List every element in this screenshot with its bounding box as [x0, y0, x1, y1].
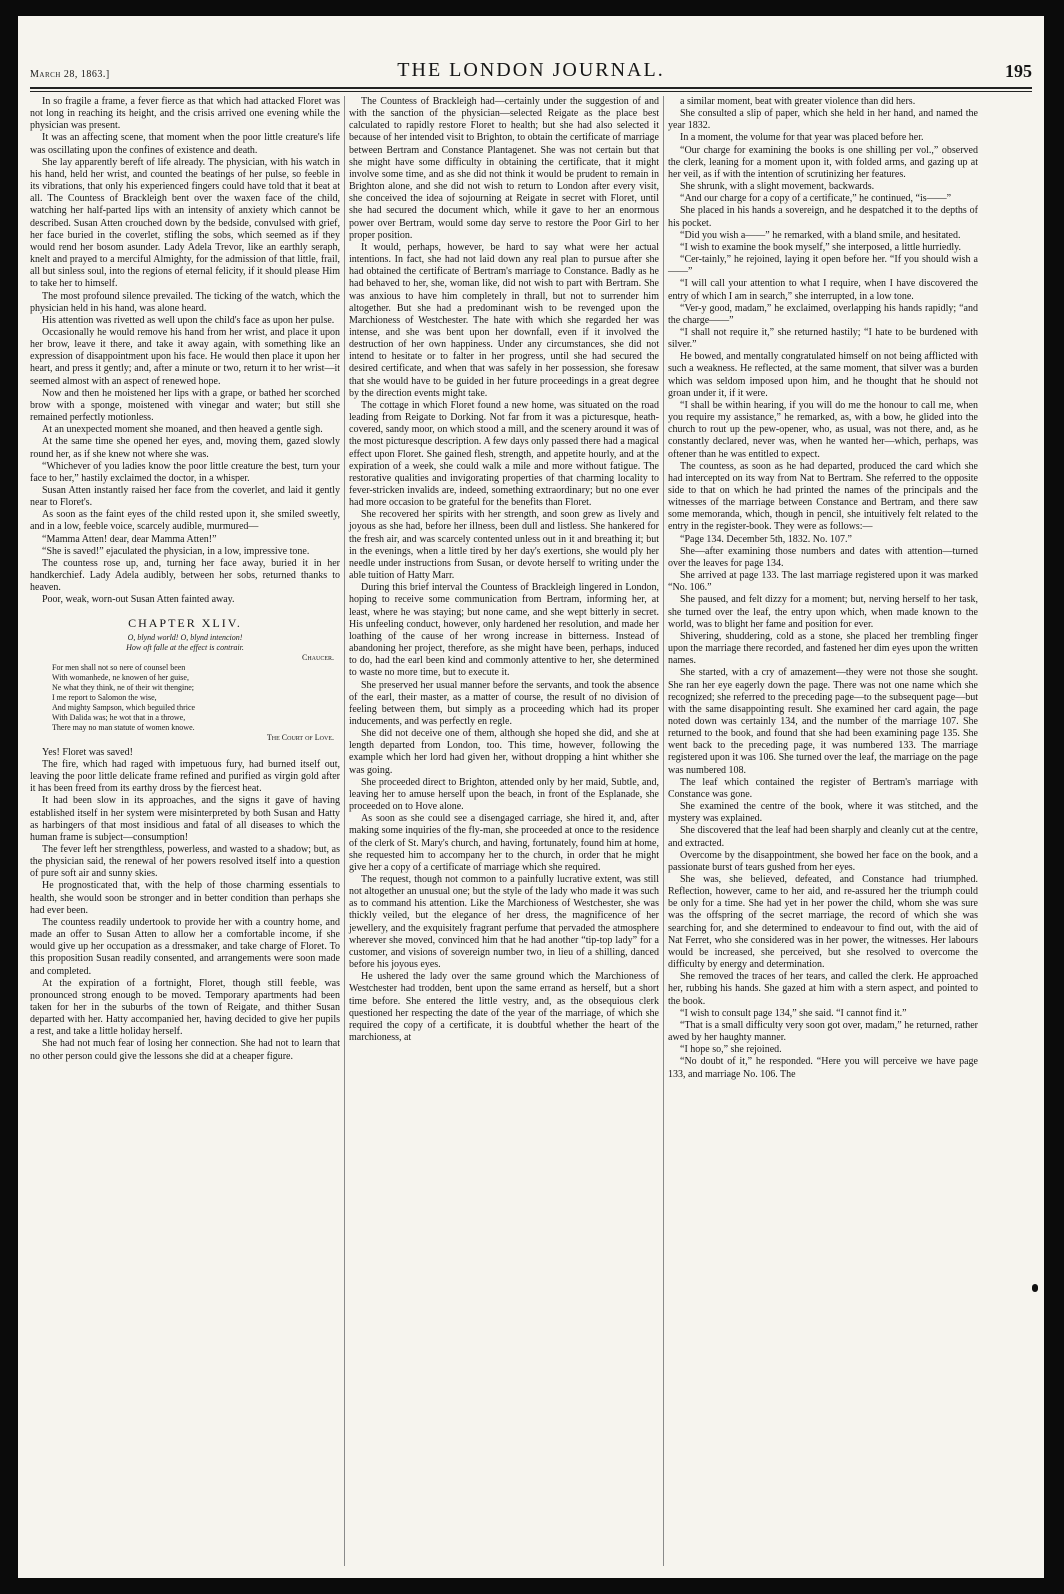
- article-paragraph: “Whichever of you ladies know the poor little creature the best, turn your face to her,” hastily exclaimed the doctor, in a whisper.: [30, 460, 340, 484]
- article-paragraph: Yes! Floret was saved!: [42, 746, 133, 758]
- article-paragraph: During this brief interval the Countess of Brackleigh lingered in London, hoping to receive some communication from Bertram, informing her, at least, where he was staying; but none came, and she wept bitterly in secret. His unfeeling conduct, however, only hardened her resolution, and made her loathing of the cause of her wrong increase in bitterness. Instead of abandoning her project, therefore, as she might have been, perhaps, induced to do, had the earl been kind and commonly attentive to her, she determined to waste no more time, but to execute it.: [349, 582, 659, 679]
- column-3: [668, 96, 978, 1081]
- epigraph-line: There may no man statute of women knowe.: [52, 722, 195, 732]
- article-paragraph: The most profound silence prevailed. The ticking of the watch, which the physician held in his hand, was alone heard.: [30, 290, 340, 314]
- article-paragraph: “Did you wish a——” he remarked, with a bland smile, and hesitated.: [680, 229, 961, 241]
- column-divider: [663, 96, 664, 1566]
- newspaper-page: [18, 16, 1044, 1578]
- article-paragraph: The request, though not common to a painfully lucrative extent, was still not altogether an unusual one; but the style of the lady who made it was such as to command his attention. Like the Marchioness of Westchester, she was thickly veiled, but the elegance of her dress, the magnificence of her jewellery, and the exquisitely fragrant perfume that pervaded the atmosphere wherever she moved, convinced him that he had another “tip-top lady” for a customer, and visions of sovereign number two, in lieu of a shilling, danced before his joyous eyes.: [349, 874, 659, 971]
- article-paragraph: He bowed, and mentally congratulated himself on not being afflicted with such a weakness. He reflected, at the same moment, that silver was a burden which was seldom imposed upon him, and he thought that he should not groan under it, if it were.: [668, 351, 978, 399]
- article-paragraph: In a moment, the volume for that year was placed before her.: [680, 132, 924, 144]
- article-paragraph: His attention was rivetted as well upon the child's face as upon her pulse.: [42, 314, 335, 326]
- column-2-paragraphs: [349, 96, 659, 1044]
- column-2: [349, 96, 659, 1044]
- article-paragraph: a similar moment, beat with greater violence than did hers.: [680, 96, 916, 107]
- column-divider: [344, 96, 345, 1566]
- article-paragraph: She proceeded direct to Brighton, attended only by her maid, Subtle, and, leaving her to amuse herself upon the beach, in front of the Esplanade, she proceeded on to Hove alone.: [349, 776, 659, 813]
- article-paragraph: She paused, and felt dizzy for a moment; but, nerving herself to her task, she turned over the leaf, the entry upon which, when made known to the world, was to blight her fame and position for ever.: [668, 594, 978, 630]
- epigraph-line: For men shall not so nere of counsel been: [52, 662, 186, 672]
- article-paragraph: Now and then he moistened her lips with a grape, or bathed her scorched brow with a sponge, moistened with vinegar and water; but still she remained perfectly motionless.: [30, 387, 340, 424]
- article-paragraph: Occasionally he would remove his hand from her wrist, and place it upon her brow, leave it there, and take it away again, with something like an expression of disappointment upon his face. He would then place it upon her heart, and press it gently; and, after a minute or two, return it to her wrist—it seemed almost with an aspect of renewed hope.: [30, 326, 340, 387]
- epigraph-line: I me report to Salomon the wise,: [52, 692, 157, 702]
- article-paragraph: “I shall be within hearing, if you will do me the honour to call me, when you require my assistance,” he remarked, as, with a bow, he glided into the church to rout up the pew-opener, who, as usual, was not there, and, as he constantly declared, never was, when he wanted her—which, perhaps, was oftener than he was entitled to expect.: [668, 399, 978, 460]
- article-paragraph: She recovered her spirits with her strength, and soon grew as lively and joyous as she had, before her illness, been dull and listless. She hankered for the fresh air, and was scarcely contented unless out in it and breathing it; but in the evenings, when a little tired by her day's exertions, she would ply her needle under instructions from Susan, or devote herself to writing under the able tuition of Hatty Marr.: [349, 509, 659, 582]
- page-number: 195: [1005, 61, 1032, 81]
- epigraph-line: O, blynd world! O, blynd intencion!: [127, 632, 243, 642]
- column-1: [30, 96, 340, 1063]
- article-paragraph: It was an affecting scene, that moment when the poor little creature's life was oscillating upon the confines of existence and death.: [30, 132, 340, 156]
- article-paragraph: The cottage in which Floret found a new home, was situated on the road leading from Reigate to Dorking. Not far from it was a picturesque, heath-covered, sandy moor, on which stood a mill, and the scenery around it was of the most picturesque description. A few days only passed there had a magical effect upon Floret. She gained flesh, strength, and appetite hourly, and at the expiration of a week, she could walk a mile and more without fatigue. The restorative qualities and invigorating properties of that charming locality to fever-stricken invalids are, indeed, something extraordinary; but no one ever had more occasion to be grateful for the benefits than Floret.: [349, 399, 659, 509]
- article-paragraph: The Countess of Brackleigh had—certainly under the suggestion of and with the sanction of the physician—selected Reigate as the place best calculated to rapidly restore Floret to health; but she had also selected it because of her intended visit to Brighton, to obtain the certificate of marriage between Bertram and Constance Plantagenet. She was not certain but that she might have some difficulty in obtaining the certificate, that it might involve some time, and as she did not think it would be prudent to remain in Brighton alone, and she did not wish to return to London after every visit, she conceived the idea of sojourning at Reigate in secret with Floret, until she had secured the document which, while it gave to her an enormous power over Bertram, would some day serve to restore the Poor Girl to her proper position.: [349, 96, 659, 241]
- article-paragraph: “She is saved!” ejaculated the physician, in a low, impressive tone.: [42, 545, 310, 557]
- article-paragraph: She started, with a cry of amazement—they were not those she sought. She ran her eye eagerly down the page. There was not one name which she recognized; she referred to the preceding page—to the subsequent page—but with the same disappointing result. She examined her card again, the page noted down was certainly 134, and the number of the marriage 107. She returned to the book, and found that she had been examining page 135. She went back to the preceding page, it was numbered 133. The marriage registered upon it was 106. She turned over the leaf, the marriage on the page was numbered 108.: [668, 667, 978, 776]
- article-paragraph: The countess, as soon as he had departed, produced the card which she had intercepted on its way from Nat to Bertram. She referred to the opposite side to that on which he had printed the names of the principals and the witnesses of the marriage between Constance and Bertram, and there saw some memoranda, which, though in pencil, she intuitively felt related to the entry in the register-book. They were as follows:—: [668, 460, 978, 533]
- article-paragraph: She lay apparently bereft of life already. The physician, with his watch in his hand, held her wrist, and counted the beatings of her pulse, so feeble in its vibrations, that only his experienced fingers could have told that it beat at all. The Countess of Brackleigh bent over the waxen face of the child, watching her half-parted lips with an intensity of anxiety which cannot be described. Susan Atten crouched down by the bedside, convulsed with grief, her face buried in the coverlet, stifling the sobs, which seemed as if they would rend her bosom asunder. Lady Adela Trevor, like an earthly seraph, knelt and prayed to a merciful Almighty, for the admission of that little, frail, all but sinless soul, into the regions of eternal felicity, if it should please Him to take her to himself.: [30, 156, 340, 290]
- article-paragraph: “And our charge for a copy of a certificate,” he continued, “is——”: [680, 193, 952, 205]
- article-paragraph: She—after examining those numbers and dates with attention—turned over the leaves for page 134.: [668, 545, 978, 569]
- article-paragraph: Overcome by the disappointment, she bowed her face on the book, and a passionate burst of tears gushed from her eyes.: [668, 849, 978, 873]
- article-paragraph: She examined the centre of the book, where it was stitched, and the mystery was explained.: [668, 801, 978, 825]
- header-date: March 28, 1863.]: [30, 69, 110, 80]
- article-paragraph: She consulted a slip of paper, which she held in her hand, and named the year 1832.: [668, 108, 978, 132]
- article-paragraph: At the expiration of a fortnight, Floret, though still feeble, was pronounced strong enough to be moved. Temporary apartments had been taken for her in the suburbs of the town of Reigate, and thither Susan departed with her. Hatty accompanied her, having decided to give her pupils a rest, and take a little holiday herself.: [30, 977, 340, 1038]
- article-paragraph: The leaf which contained the register of Bertram's marriage with Constance was gone.: [668, 776, 978, 800]
- article-paragraph: She was, she believed, defeated, and Constance had triumphed. Reflection, however, came to her aid, and re-assured her the triumph could be only for a time. She had yet in her power the child, whom she was sure was the offspring of the secret marriage, the record of which she was searching for, and she determined to endeavour to find out, with the aid of Nat Ferret, who she considered was in her power, the witnesses. Her labours would be increased, she perceived, but she resolved to overcome the difficulty by energy and determination.: [668, 874, 978, 971]
- ink-mark: [1032, 1284, 1038, 1292]
- article-paragraph: “I hope so,” she rejoined.: [680, 1044, 782, 1056]
- epigraph-line: With Dalida was; he wot that in a throwe,: [52, 712, 186, 722]
- article-paragraph: “Mamma Atten! dear, dear Mamma Atten!”: [42, 533, 217, 545]
- epigraph-line: And mighty Sampson, which beguiled thrice: [52, 702, 196, 712]
- epigraph-source: Chaucer.: [301, 652, 334, 662]
- article-paragraph: She placed in his hands a sovereign, and he despatched it to the depths of his pocket.: [668, 205, 978, 229]
- article-paragraph: “Our charge for examining the books is one shilling per vol.,” observed the clerk, leaning for a moment upon it, with folded arms, and gazing up at her veil, as if with the intention of scrutinizing her features.: [668, 144, 978, 180]
- chapter-heading: CHAPTER XLIV.: [128, 615, 242, 630]
- article-paragraph: It would, perhaps, however, be hard to say what were her actual intentions. In fact, she had not laid down any real plan to pursue after she had obtained the certificate of Bertram's marriage to Constance. Badly as he had behaved to her, she, woman like, did not wish to part with Bertram. She was anxious to have him completely in thrall, but not to surrender him altogether. But she had a predominant wish to be revenged upon the Marchioness of Westchester. The hate with which she regarded her was intense, and she was bent upon her downfall, even if it involved the destruction of her own happiness. Under any circumstances, she did not intend to hesitate or to falter in her progress, until she had secured the desired certificate, and when that was safely in her possession, she foresaw that she would have to be guided in her future proceedings in a great degree by the direction events might take.: [349, 241, 659, 399]
- article-paragraph: “I wish to consult page 134,” she said. “I cannot find it.”: [680, 1007, 907, 1019]
- article-paragraph: At an unexpected moment she moaned, and then heaved a gentle sigh.: [42, 424, 323, 436]
- article-paragraph: “I shall not require it,” she returned hastily; “I hate to be burdened with silver.”: [668, 326, 978, 351]
- article-paragraph: She shrunk, with a slight movement, backwards.: [680, 181, 875, 193]
- article-paragraph: Shivering, shuddering, cold as a stone, she placed her trembling finger upon the marriage there recorded, and fastened her dim eyes upon the written names.: [668, 630, 978, 667]
- article-paragraph: She arrived at page 133. The last marriage registered upon it was marked “No. 106.”: [668, 570, 978, 594]
- article-paragraph: The fire, which had raged with impetuous fury, had burned itself out, leaving the poor little delicate frame refined and purified as virgin gold after it has been freed from its earthy dross by the fiercest heat.: [30, 758, 340, 795]
- masthead-title: THE LONDON JOURNAL.: [397, 59, 665, 81]
- article-paragraph: “No doubt of it,” he responded. “Here you will perceive we have page 133, and marriage No. 106. The: [668, 1056, 978, 1080]
- article-paragraph: The fever left her strengthless, powerless, and wasted to a shadow; but, as the physician said, the renewal of her powers resolved itself into a question of pure soft air and sunny skies.: [30, 843, 340, 880]
- epigraph-source: The Court of Love.: [266, 732, 334, 742]
- epigraph-line: How oft falle at the effect is contrair.: [126, 642, 244, 652]
- page-header: [30, 52, 1032, 86]
- article-paragraph: “I wish to examine the book myself,” she interposed, a little hurriedly.: [680, 241, 961, 253]
- epigraph-line: With womanhede, ne knowen of her guise,: [52, 672, 189, 682]
- article-paragraph: Susan Atten instantly raised her face from the coverlet, and laid it gently near to Floret's.: [30, 485, 340, 509]
- article-paragraph: She did not deceive one of them, although she hoped she did, and she at length departed from London, too. This time, however, following the example which her lord had given her, without dropping a hint whither she was going.: [349, 728, 659, 776]
- epigraph-line: Ne what they think, ne of their wit thengine;: [52, 682, 194, 692]
- article-paragraph: She had not much fear of losing her connection. She had not to learn that no other person could give the lessons she did at a cheaper figure.: [30, 1038, 340, 1062]
- article-paragraph: As soon as she could see a disengaged carriage, she hired it, and, after making some inquiries of the fly-man, she proceeded at once to the residence of the clerk of St. Mary's church, and having, fortunately, found him at home, she requested him to accompany her to the church, in order that he might give her a copy of a certificate of marriage which she required.: [349, 813, 659, 873]
- column-3-paragraphs: [668, 96, 978, 1081]
- article-paragraph: She preserved her usual manner before the servants, and took the absence of the earl, their master, as a matter of course, the result of no division of feeling between them, but simply as a proceeding which had its proper inducements, and was perfectly en regle.: [349, 679, 659, 727]
- header-rule: [30, 87, 1032, 92]
- article-paragraph: “Ver-y good, madam,” he exclaimed, overlapping his hands rapidly; “and the charge——”: [668, 302, 978, 326]
- article-paragraph: At the same time she opened her eyes, and, moving them, gazed slowly round her, as if she knew not where she was.: [30, 436, 340, 460]
- article-paragraph: The countess readily undertook to provide her with a country home, and made an offer to Susan Atten to allow her a comfortable income, if she would give up her occupation as a dressmaker, and take charge of Floret. To this proposition Susan readily consented, and arrangements were soon made and completed.: [30, 916, 340, 977]
- article-paragraph: The countess rose up, and, turning her face away, buried it in her handkerchief. Lady Adela audibly, between her sobs, returned thanks to heaven.: [30, 557, 340, 594]
- article-paragraph: He prognosticated that, with the help of those charming essentials to health, she would soon be stronger and in better condition than perhaps she had ever been.: [30, 880, 340, 916]
- article-paragraph: “Page 134. December 5th, 1832. No. 107.”: [680, 533, 852, 545]
- article-paragraph: She discovered that the leaf had been sharply and cleanly cut at the centre, and extracted.: [668, 825, 978, 849]
- article-paragraph: It had been slow in its approaches, and the signs it gave of having established itself in her system were misinterpreted by both Susan and Hatty as harbingers of that most insidious and fatal of all diseases to which the human frame is subject—consumption!: [30, 795, 340, 843]
- article-paragraph: In so fragile a frame, a fever fierce as that which had attacked Floret was not long in reaching its height, and the crisis arrived one evening while the physician was present.: [30, 96, 340, 132]
- article-paragraph: “I will call your attention to what I require, when I have discovered the entry of which I am in search,” she interrupted, in a low tone.: [668, 278, 978, 302]
- article-paragraph: Poor, weak, worn-out Susan Atten fainted away.: [42, 594, 235, 606]
- article-paragraph: She removed the traces of her tears, and called the clerk. He approached her, rubbing his hands. She gazed at him with a stern aspect, and pointed to the book.: [668, 971, 978, 1007]
- chapter-paragraphs: [30, 747, 340, 1063]
- column-1-paragraphs: [30, 96, 340, 607]
- article-paragraph: “That is a small difficulty very soon got over, madam,” he returned, rather awed by her haughty manner.: [668, 1019, 978, 1044]
- article-paragraph: As soon as the faint eyes of the child rested upon it, she smiled sweetly, and in a low, feeble voice, scarcely audible, murmured—: [30, 509, 340, 533]
- article-paragraph: “Cer-tainly,” he rejoined, laying it open before her. “If you should wish a——”: [668, 254, 978, 278]
- article-paragraph: He ushered the lady over the same ground which the Marchioness of Westchester had trodden, bent upon the same errand as herself, but a short time before. She entered the little vestry, and, as the obsequious clerk questioned her respecting the date of the year of the marriage, of which she required the copy of a certificate, it is doubtful whether the heart of the marchioness, at: [349, 971, 659, 1044]
